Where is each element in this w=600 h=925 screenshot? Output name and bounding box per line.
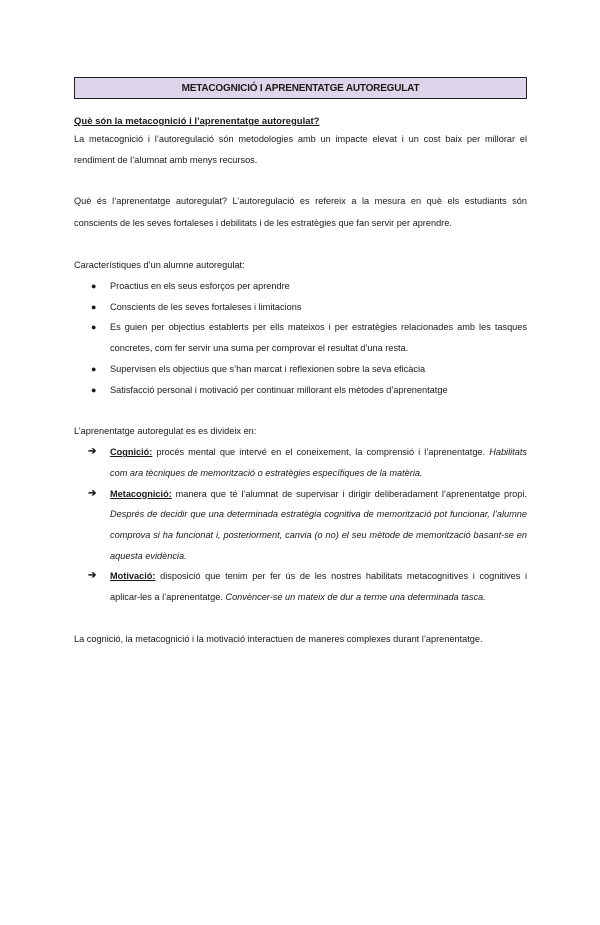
spacer bbox=[74, 608, 527, 628]
page-title: METACOGNICIÓ I APRENENTATGE AUTOREGULAT bbox=[181, 82, 420, 94]
title-box bbox=[74, 77, 527, 99]
bullet-dot-icon: ● bbox=[91, 384, 97, 395]
arrow-right-icon: ➔ bbox=[88, 570, 97, 582]
term-definition: manera que té l’alumnat de supervisar i dirigir deliberadament l’aprenentatge propi. bbox=[171, 488, 527, 499]
term-definition: procés mental que intervé en el coneixement, la comprensió i l’aprenentatge. bbox=[152, 447, 490, 458]
intro-paragraph: La metacognició i l’autoregulació són metodologies amb un impacte elevat i un cost baix per millorar el rendiment de l’alumnat amb menys recursos. bbox=[74, 134, 527, 165]
list-item bbox=[74, 317, 527, 358]
characteristics-list bbox=[74, 276, 527, 400]
list-item-text: Conscients de les seves fortaleses i limitacions bbox=[110, 301, 302, 312]
list-item bbox=[74, 442, 527, 483]
list-item bbox=[74, 359, 527, 380]
bullet-dot-icon: ● bbox=[91, 363, 97, 374]
term-example: Després de decidir que una determinada estratègia cognitiva de memorització pot funcionar, l’alumne comprova si ha funcionat i, posteriorment, canvia (o no) el seu mètode de memorització basant-se en aquesta evidència. bbox=[110, 509, 527, 561]
list-item bbox=[74, 484, 527, 567]
document-page bbox=[0, 77, 600, 925]
list-item-text: Satisfacció personal i motivació per continuar millorant els mètodes d’aprenentatge bbox=[110, 384, 448, 395]
spacer bbox=[74, 170, 527, 190]
arrow-right-icon: ➔ bbox=[88, 446, 97, 458]
list-item-text: Es guien per objectius establerts per ells mateixos i per estratègies relacionades amb les tasques concretes, com fer servir una suma per comprovar el resultat d’una resta. bbox=[110, 322, 527, 354]
term-definition: disposició que tenim per fer ús de les nostres habilitats metacognitives i cognitives i aplicar-les a l’aprenentatge. bbox=[110, 571, 527, 603]
list-item-text: Proactius en els seus esforços per aprendre bbox=[110, 281, 290, 291]
list-item bbox=[74, 276, 527, 297]
bullet-dot-icon: ● bbox=[91, 281, 97, 291]
section-heading: Què són la metacognició i l’aprenentatge autoregulat? bbox=[74, 116, 320, 127]
arrow-right-icon: ➔ bbox=[88, 487, 97, 499]
bullet-dot-icon: ● bbox=[91, 301, 97, 312]
term-example: Convèncer-se un mateix de dur a terme una determinada tasca. bbox=[225, 592, 486, 603]
spacer bbox=[74, 400, 527, 420]
characteristics-intro: Característiques d’un alumne autoregulat: bbox=[74, 260, 245, 270]
bullet-dot-icon: ● bbox=[91, 322, 97, 333]
list-item-text: Supervisen els objectius que s’han marcat i reflexionen sobre la seva eficàcia bbox=[110, 363, 426, 374]
conclusion-paragraph: La cognició, la metacognició i la motivació interactuen de maneres complexes durant l’aprenentatge. bbox=[74, 633, 483, 644]
definition-paragraph: Què és l’aprenentatge autoregulat? L’autoregulació es refereix a la mesura en què els estudiants són conscients de les seves fortaleses i debilitats i de les estratègies que fan servir per aprendre. bbox=[74, 196, 527, 228]
division-list bbox=[74, 442, 527, 608]
list-item bbox=[74, 380, 527, 401]
term-cognicio: Cognició: bbox=[110, 447, 153, 458]
division-intro: L’aprenentatge autoregulat es es divideix en: bbox=[74, 426, 257, 437]
list-item bbox=[74, 297, 527, 318]
term-metacognicio: Metacognició: bbox=[110, 488, 172, 499]
term-example: Habilitats com ara tècniques de memorització o estratègies específiques de la matèria. bbox=[110, 447, 527, 478]
spacer bbox=[74, 234, 527, 254]
list-item bbox=[74, 566, 527, 607]
term-motivacio: Motivació: bbox=[110, 571, 156, 582]
